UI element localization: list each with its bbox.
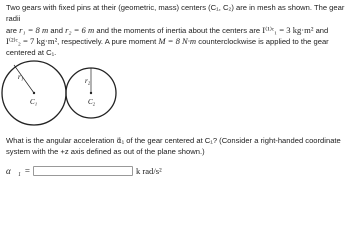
gear-2-radius-label: r₂: [85, 77, 91, 85]
answer-equals: =: [24, 166, 30, 176]
answer-unit: k rad/s²: [135, 166, 162, 176]
problem-line-2: are r₁ = 8 m and r₂ = 6 m and the moments of inertia about the centers are I⁽¹⁾ᶜ₁ = 3 kg·m² and: [6, 24, 329, 35]
problem-line-3: I⁽²⁾ᶜ₂ = 7 kg·m², respectively. A pure moment M = 8 N·m counterclockwise is applied to the gear: [6, 35, 329, 46]
problem-line-4: centered at C₁.: [6, 48, 57, 58]
gear-2-center-label: C₂: [88, 98, 96, 106]
problem-statement: [6, 2, 346, 58]
problem-line-1: Two gears with fixed pins at their (geometric, mass) centers (C₁, C₂) are in mesh as shown. The gear radii: [6, 3, 345, 24]
radius-r2: r₂ = 6 m: [65, 24, 95, 35]
gear-1-radius-line: [14, 65, 34, 93]
gear-1-radius-label: r₁: [18, 73, 24, 81]
gear-1-center-label: C₁: [30, 98, 38, 106]
gear-figure: [0, 58, 350, 128]
gear-1-center-dot: [33, 92, 35, 94]
answer-row: [6, 164, 346, 178]
inertia-i1: I⁽¹⁾ᶜ₁ = 3 kg·m²: [262, 24, 314, 35]
applied-moment: M = 8 N·m: [158, 35, 197, 46]
gear-2-center-dot: [90, 92, 92, 94]
question-text: What is the angular acceleration α⃗₁ of the gear centered at C₁? (Consider a right-handed coordinate system with the +z axis defined as out of the plane shown.): [6, 136, 341, 157]
radius-r1: r₁ = 8 m: [19, 24, 49, 35]
answer-input[interactable]: [33, 166, 133, 176]
inertia-i2: I⁽²⁾ᶜ₂ = 7 kg·m²: [6, 35, 58, 46]
answer-label: α⃗₁: [6, 166, 21, 176]
